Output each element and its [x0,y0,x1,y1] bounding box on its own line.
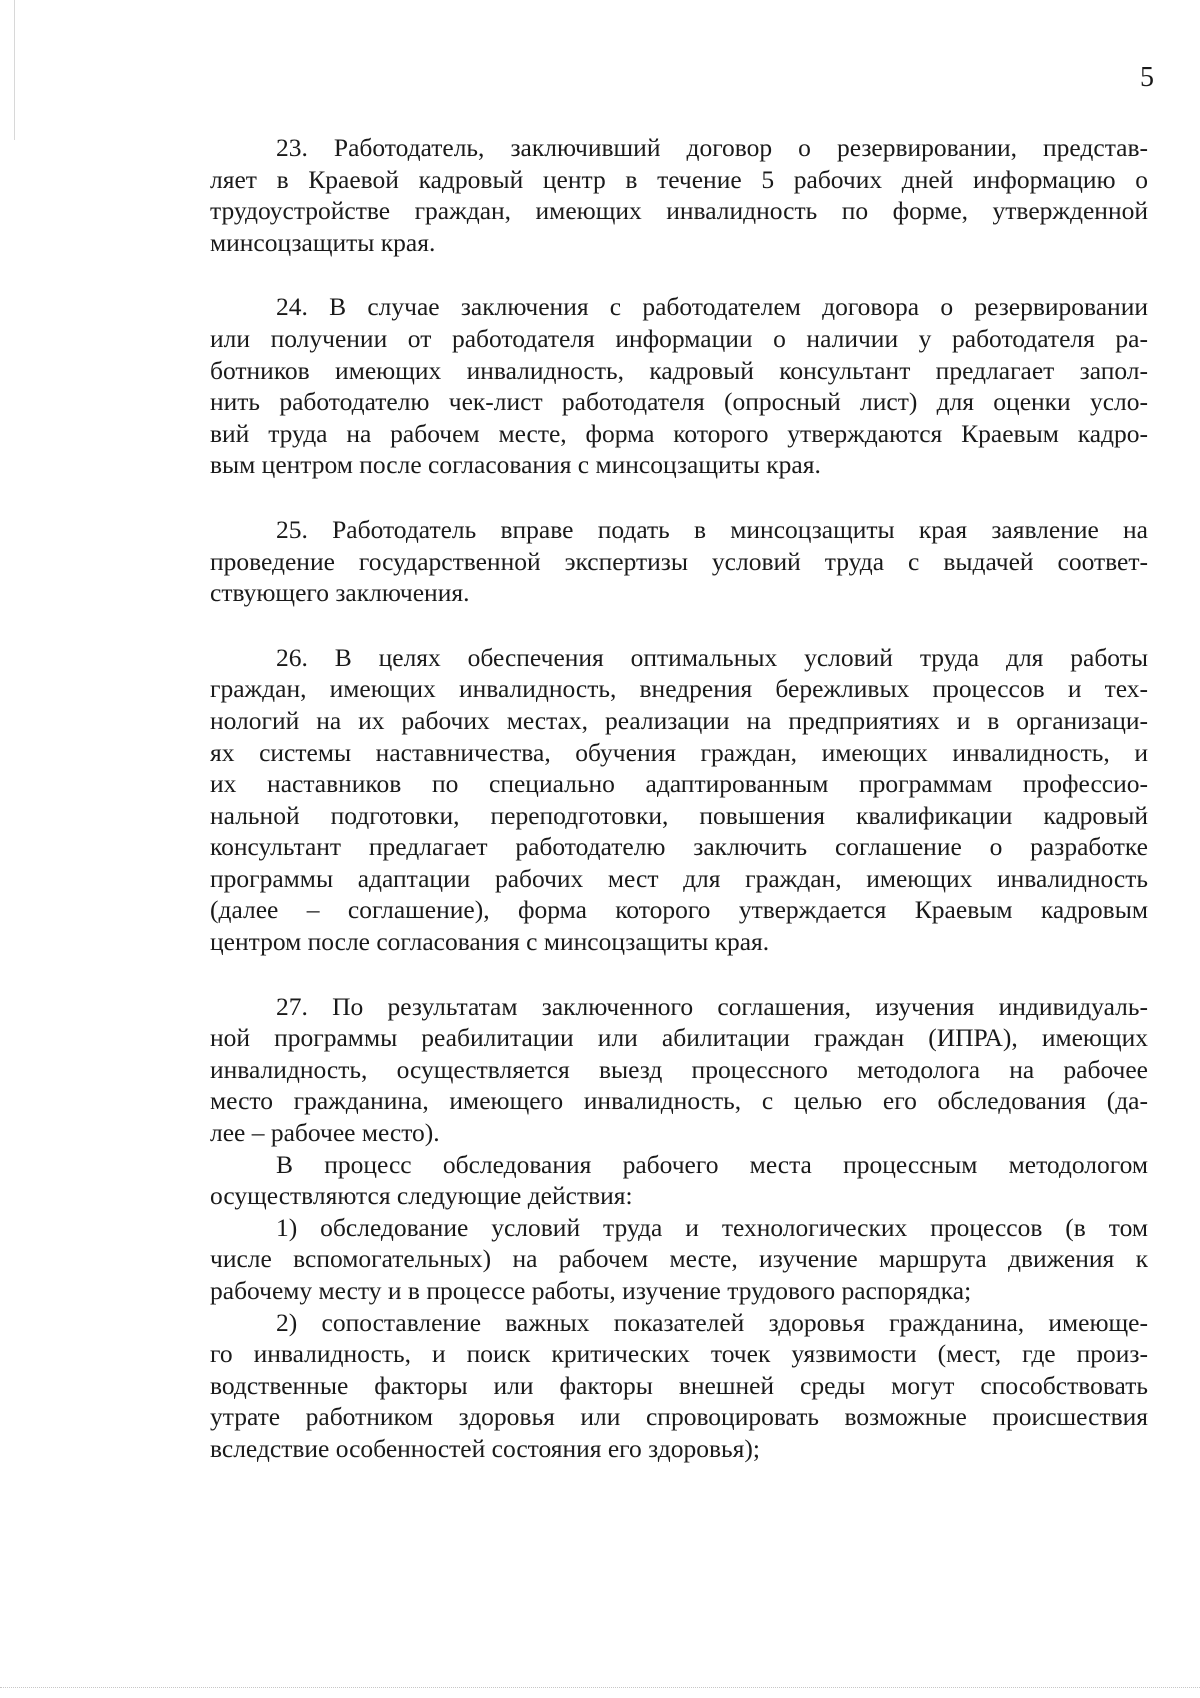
text-line: проведение государственной экспертизы условий труда с выдачей соответ- [210,546,1148,576]
text-line: их наставников по специально адаптированным программам профессио- [210,769,1148,799]
text-line: го инвалидность, и поиск критических точек уязвимости (мест, где произ- [210,1339,1148,1369]
text-line: вий труда на рабочем месте, форма которого утверждаются Краевым кадро- [210,418,1148,448]
text-line: консультант предлагает работодателю заключить соглашение о разработке [210,832,1148,862]
text-line: граждан, имеющих инвалидность, внедрения бережливых процессов и тех- [210,674,1148,704]
paragraph-27 [210,991,1148,1149]
scan-bottom-edge [0,1687,1200,1688]
text-line: 27. По результатам заключенного соглашения, изучения индивидуаль- [276,991,1148,1021]
text-line: 25. Работодатель вправе подать в минсоцзащиты края заявление на [276,514,1148,544]
text-line: нить работодателю чек-лист работодателя (опросный лист) для оценки усло- [210,387,1148,417]
text-line: место гражданина, имеющего инвалидность, с целью его обследования (да- [210,1086,1148,1116]
text-line: программы адаптации рабочих мест для граждан, имеющих инвалидность [210,863,1148,893]
paragraph-26 [210,642,1148,958]
text-line: ной программы реабилитации или абилитации граждан (ИПРА), имеющих [210,1023,1148,1053]
text-line: осуществляются следующие действия: [210,1181,633,1211]
paragraph-24 [210,291,1148,481]
text-line: ствующего заключения. [210,578,470,608]
text-line: центром после согласования с минсоцзащиты края. [210,927,770,957]
text-line: утрате работником здоровья или спровоцировать возможные происшествия [210,1402,1148,1432]
list-item-2 [210,1307,1148,1465]
text-line: вым центром после согласования с минсоцзащиты края. [210,450,821,480]
text-line: В процесс обследования рабочего места процессным методологом [276,1149,1148,1179]
document-body [210,132,1148,1465]
text-line: (далее – соглашение), форма которого утверждается Краевым кадровым [210,895,1148,925]
paragraph-25 [210,514,1148,609]
text-line: или получении от работодателя информации о наличии у работодателя ра- [210,323,1148,353]
text-line: рабочему месту и в процессе работы, изучение трудового распорядка; [210,1276,972,1305]
text-line: минсоцзащиты края. [210,227,436,257]
text-line: инвалидность, осуществляется выезд процессного методолога на рабочее [210,1054,1148,1084]
text-line: ях системы наставничества, обучения граждан, имеющих инвалидность, и [210,737,1148,767]
text-line: ботников имеющих инвалидность, кадровый консультант предлагает запол- [210,355,1148,385]
list-item-1 [210,1212,1148,1307]
scan-edge-line [14,0,15,140]
text-line: числе вспомогательных) на рабочем месте, изучение маршрута движения к [210,1244,1148,1274]
text-line: лее – рабочее место). [210,1118,440,1148]
text-line: нальной подготовки, переподготовки, повышения квалификации кадровый [210,800,1148,830]
page-number: 5 [1140,62,1154,93]
text-line: водственные факторы или факторы внешней среды могут способствовать [210,1370,1148,1400]
text-line: вследствие особенностей состояния его здоровья); [210,1433,760,1463]
text-line: 2) сопоставление важных показателей здоровья гражданина, имеюще- [276,1307,1148,1337]
text-line: 26. В целях обеспечения оптимальных условий труда для работы [276,642,1148,672]
text-line: 24. В случае заключения с работодателем договора о резервировании [276,292,1148,322]
paragraph-survey-intro [210,1149,1148,1212]
text-line: 1) обследование условий труда и технологических процессов (в том [276,1212,1148,1242]
text-line: 23. Работодатель, заключивший договор о резервировании, представ- [276,133,1148,162]
text-line: ляет в Краевой кадровый центр в течение 5 рабочих дней информацию о [210,164,1148,194]
text-line: нологий на их рабочих местах, реализации на предприятиях и в организаци- [210,705,1148,735]
text-line: трудоустройстве граждан, имеющих инвалидность по форме, утвержденной [210,196,1148,226]
paragraph-23 [210,132,1148,258]
